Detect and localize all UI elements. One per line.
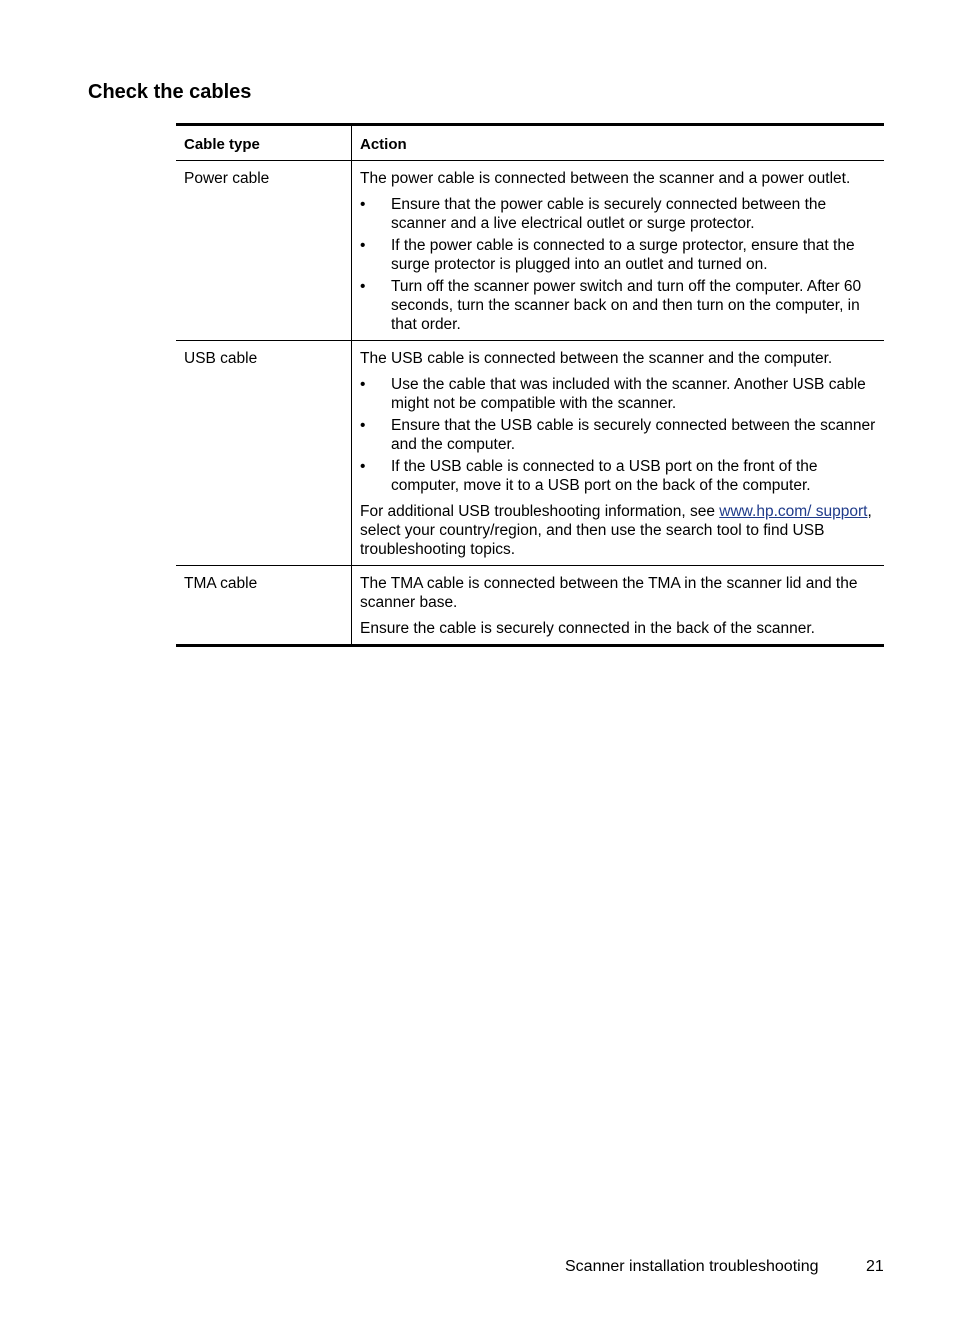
cable-type-cell: Power cable: [176, 161, 352, 340]
list-item: [360, 236, 878, 274]
bullet-icon: •: [360, 458, 366, 475]
list-item: [360, 416, 878, 454]
note-text-after: , select your country/region, and then use the search tool to find USB troubleshooting topics.: [360, 503, 872, 558]
action-intro: The TMA cable is connected between the TMA in the scanner lid and the scanner base.: [360, 575, 858, 611]
usb-troubleshooting-note: [360, 502, 878, 559]
action-bullet-list: [360, 195, 878, 334]
cable-type-cell: TMA cable: [176, 566, 352, 644]
list-item-text: If the USB cable is connected to a USB port on the front of the computer, move it to a USB port on the back of the computer.: [391, 458, 818, 494]
action-cell: [352, 341, 884, 565]
hp-support-link[interactable]: www.hp.com/ support: [719, 503, 868, 520]
action-bullet-list: [360, 375, 878, 495]
action-cell: [352, 566, 884, 644]
bullet-icon: •: [360, 376, 366, 393]
table-header-row: [176, 126, 884, 161]
list-item: [360, 375, 878, 413]
table-row-tma-cable: [176, 565, 884, 644]
action-extra: Ensure the cable is securely connected in the back of the scanner.: [360, 620, 815, 637]
table-row-usb-cable: [176, 340, 884, 565]
list-item: [360, 195, 878, 233]
header-cable-type: Cable type: [176, 126, 352, 160]
header-action: Action: [360, 136, 407, 153]
table-row-power-cable: [176, 161, 884, 340]
list-item: [360, 277, 878, 334]
list-item-text: Use the cable that was included with the scanner. Another USB cable might not be compatible with the scanner.: [391, 376, 866, 412]
page-number: 21: [866, 1258, 884, 1275]
footer-section-title: Scanner installation troubleshooting: [565, 1258, 819, 1275]
cables-table: [176, 123, 884, 647]
bullet-icon: •: [360, 237, 366, 254]
list-item-text: Turn off the scanner power switch and turn off the computer. After 60 seconds, turn the scanner back on and then turn on the computer, in that order.: [391, 278, 862, 333]
note-text-before: For additional USB troubleshooting information, see: [360, 503, 720, 520]
cable-type-cell: USB cable: [176, 341, 352, 565]
list-item-text: If the power cable is connected to a surge protector, ensure that the surge protector is plugged into an outlet and turned on.: [391, 237, 855, 273]
list-item-text: Ensure that the power cable is securely connected between the scanner and a live electrical outlet or surge protector.: [391, 196, 827, 232]
bullet-icon: •: [360, 417, 366, 434]
action-cell: [352, 161, 884, 340]
list-item-text: Ensure that the USB cable is securely connected between the scanner and the computer.: [391, 417, 876, 453]
section-heading: Check the cables: [88, 81, 252, 103]
list-item: [360, 457, 878, 495]
action-intro: The power cable is connected between the scanner and a power outlet.: [360, 170, 851, 187]
bullet-icon: •: [360, 278, 366, 295]
bullet-icon: •: [360, 196, 366, 213]
action-intro: The USB cable is connected between the scanner and the computer.: [360, 350, 833, 367]
